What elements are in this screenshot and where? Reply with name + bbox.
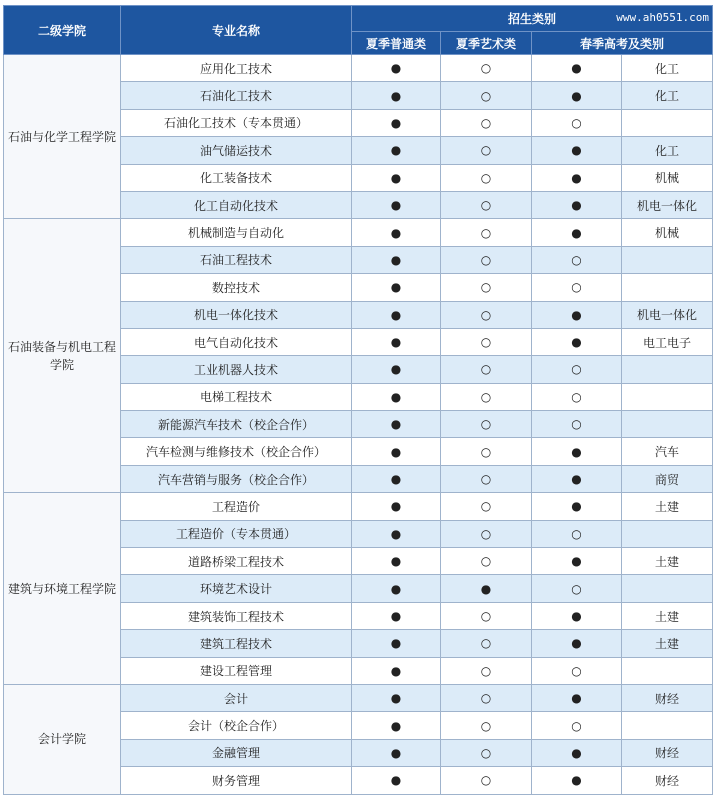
spring-category: 财经 bbox=[622, 739, 713, 766]
filled-dot-icon: ● bbox=[352, 630, 441, 657]
filled-dot-icon: ● bbox=[352, 219, 441, 246]
filled-dot-icon: ● bbox=[532, 548, 622, 575]
spring-category bbox=[622, 712, 713, 739]
spring-category: 财经 bbox=[622, 767, 713, 794]
header-major: 专业名称 bbox=[121, 6, 352, 55]
filled-dot-icon: ● bbox=[352, 191, 441, 218]
empty-circle-icon: ○ bbox=[441, 274, 532, 301]
college-name: 石油与化学工程学院 bbox=[4, 55, 121, 219]
empty-circle-icon: ○ bbox=[441, 82, 532, 109]
major-name: 化工装备技术 bbox=[121, 164, 352, 191]
major-name: 道路桥梁工程技术 bbox=[121, 548, 352, 575]
filled-dot-icon: ● bbox=[532, 164, 622, 191]
major-name: 石油工程技术 bbox=[121, 246, 352, 273]
header-spring: 春季高考及类别 bbox=[532, 32, 713, 55]
filled-dot-icon: ● bbox=[532, 438, 622, 465]
empty-circle-icon: ○ bbox=[441, 164, 532, 191]
spring-category bbox=[622, 383, 713, 410]
filled-dot-icon: ● bbox=[352, 246, 441, 273]
spring-category bbox=[622, 109, 713, 136]
spring-category: 机械 bbox=[622, 164, 713, 191]
spring-category: 机电一体化 bbox=[622, 301, 713, 328]
filled-dot-icon: ● bbox=[532, 82, 622, 109]
major-name: 数控技术 bbox=[121, 274, 352, 301]
filled-dot-icon: ● bbox=[352, 739, 441, 766]
header-summer-art: 夏季艺术类 bbox=[441, 32, 532, 55]
major-name: 工业机器人技术 bbox=[121, 356, 352, 383]
header-college: 二级学院 bbox=[4, 6, 121, 55]
table-row bbox=[4, 493, 713, 520]
filled-dot-icon: ● bbox=[532, 328, 622, 355]
spring-category bbox=[622, 246, 713, 273]
empty-circle-icon: ○ bbox=[532, 109, 622, 136]
filled-dot-icon: ● bbox=[352, 109, 441, 136]
empty-circle-icon: ○ bbox=[441, 356, 532, 383]
major-name: 新能源汽车技术（校企合作） bbox=[121, 411, 352, 438]
empty-circle-icon: ○ bbox=[441, 246, 532, 273]
spring-category: 土建 bbox=[622, 493, 713, 520]
spring-category: 商贸 bbox=[622, 465, 713, 492]
filled-dot-icon: ● bbox=[352, 602, 441, 629]
filled-dot-icon: ● bbox=[532, 191, 622, 218]
major-name: 应用化工技术 bbox=[121, 55, 352, 82]
filled-dot-icon: ● bbox=[352, 356, 441, 383]
empty-circle-icon: ○ bbox=[441, 493, 532, 520]
spring-category bbox=[622, 411, 713, 438]
empty-circle-icon: ○ bbox=[441, 328, 532, 355]
table-body bbox=[4, 55, 713, 795]
major-name: 石油化工技术 bbox=[121, 82, 352, 109]
empty-circle-icon: ○ bbox=[441, 630, 532, 657]
filled-dot-icon: ● bbox=[532, 137, 622, 164]
spring-category: 土建 bbox=[622, 548, 713, 575]
filled-dot-icon: ● bbox=[352, 55, 441, 82]
filled-dot-icon: ● bbox=[532, 219, 622, 246]
spring-category: 化工 bbox=[622, 55, 713, 82]
major-name: 建设工程管理 bbox=[121, 657, 352, 684]
filled-dot-icon: ● bbox=[352, 465, 441, 492]
empty-circle-icon: ○ bbox=[532, 657, 622, 684]
major-name: 建筑工程技术 bbox=[121, 630, 352, 657]
filled-dot-icon: ● bbox=[352, 301, 441, 328]
empty-circle-icon: ○ bbox=[441, 219, 532, 246]
filled-dot-icon: ● bbox=[352, 684, 441, 711]
major-name: 会计（校企合作） bbox=[121, 712, 352, 739]
college-name: 石油装备与机电工程学院 bbox=[4, 219, 121, 493]
empty-circle-icon: ○ bbox=[441, 520, 532, 547]
filled-dot-icon: ● bbox=[532, 493, 622, 520]
filled-dot-icon: ● bbox=[352, 137, 441, 164]
table-row bbox=[4, 219, 713, 246]
filled-dot-icon: ● bbox=[352, 657, 441, 684]
filled-dot-icon: ● bbox=[352, 164, 441, 191]
empty-circle-icon: ○ bbox=[441, 55, 532, 82]
filled-dot-icon: ● bbox=[532, 465, 622, 492]
empty-circle-icon: ○ bbox=[532, 383, 622, 410]
empty-circle-icon: ○ bbox=[441, 137, 532, 164]
header-summer-general: 夏季普通类 bbox=[352, 32, 441, 55]
college-name: 建筑与环境工程学院 bbox=[4, 493, 121, 685]
filled-dot-icon: ● bbox=[352, 274, 441, 301]
header-category: 招生类别 bbox=[352, 6, 713, 32]
filled-dot-icon: ● bbox=[532, 739, 622, 766]
filled-dot-icon: ● bbox=[532, 55, 622, 82]
major-name: 电梯工程技术 bbox=[121, 383, 352, 410]
major-name: 金融管理 bbox=[121, 739, 352, 766]
filled-dot-icon: ● bbox=[352, 438, 441, 465]
major-name: 机电一体化技术 bbox=[121, 301, 352, 328]
empty-circle-icon: ○ bbox=[532, 274, 622, 301]
filled-dot-icon: ● bbox=[532, 684, 622, 711]
filled-dot-icon: ● bbox=[352, 493, 441, 520]
enrollment-table bbox=[3, 5, 713, 795]
major-name: 工程造价 bbox=[121, 493, 352, 520]
empty-circle-icon: ○ bbox=[441, 438, 532, 465]
spring-category: 土建 bbox=[622, 602, 713, 629]
spring-category: 电工电子 bbox=[622, 328, 713, 355]
empty-circle-icon: ○ bbox=[441, 684, 532, 711]
table-row bbox=[4, 55, 713, 82]
major-name: 环境艺术设计 bbox=[121, 575, 352, 602]
filled-dot-icon: ● bbox=[352, 548, 441, 575]
major-name: 工程造价（专本贯通） bbox=[121, 520, 352, 547]
spring-category bbox=[622, 657, 713, 684]
spring-category: 汽车 bbox=[622, 438, 713, 465]
empty-circle-icon: ○ bbox=[532, 712, 622, 739]
major-name: 建筑装饰工程技术 bbox=[121, 602, 352, 629]
filled-dot-icon: ● bbox=[352, 82, 441, 109]
filled-dot-icon: ● bbox=[441, 575, 532, 602]
major-name: 汽车营销与服务（校企合作） bbox=[121, 465, 352, 492]
empty-circle-icon: ○ bbox=[532, 411, 622, 438]
spring-category: 化工 bbox=[622, 82, 713, 109]
table-header bbox=[4, 6, 713, 55]
empty-circle-icon: ○ bbox=[441, 109, 532, 136]
spring-category: 土建 bbox=[622, 630, 713, 657]
empty-circle-icon: ○ bbox=[441, 602, 532, 629]
filled-dot-icon: ● bbox=[532, 301, 622, 328]
empty-circle-icon: ○ bbox=[532, 356, 622, 383]
table-row bbox=[4, 684, 713, 711]
filled-dot-icon: ● bbox=[532, 767, 622, 794]
empty-circle-icon: ○ bbox=[441, 657, 532, 684]
spring-category bbox=[622, 520, 713, 547]
filled-dot-icon: ● bbox=[352, 712, 441, 739]
major-name: 化工自动化技术 bbox=[121, 191, 352, 218]
watermark: www.ah0551.com bbox=[616, 11, 709, 24]
filled-dot-icon: ● bbox=[352, 575, 441, 602]
empty-circle-icon: ○ bbox=[441, 301, 532, 328]
college-name: 会计学院 bbox=[4, 684, 121, 794]
major-name: 财务管理 bbox=[121, 767, 352, 794]
filled-dot-icon: ● bbox=[352, 767, 441, 794]
empty-circle-icon: ○ bbox=[441, 767, 532, 794]
major-name: 汽车检测与维修技术（校企合作） bbox=[121, 438, 352, 465]
filled-dot-icon: ● bbox=[532, 630, 622, 657]
major-name: 电气自动化技术 bbox=[121, 328, 352, 355]
empty-circle-icon: ○ bbox=[532, 520, 622, 547]
major-name: 石油化工技术（专本贯通） bbox=[121, 109, 352, 136]
major-name: 会计 bbox=[121, 684, 352, 711]
filled-dot-icon: ● bbox=[352, 383, 441, 410]
filled-dot-icon: ● bbox=[352, 411, 441, 438]
spring-category: 财经 bbox=[622, 684, 713, 711]
empty-circle-icon: ○ bbox=[441, 739, 532, 766]
empty-circle-icon: ○ bbox=[441, 191, 532, 218]
spring-category bbox=[622, 274, 713, 301]
filled-dot-icon: ● bbox=[532, 602, 622, 629]
major-name: 油气储运技术 bbox=[121, 137, 352, 164]
empty-circle-icon: ○ bbox=[441, 383, 532, 410]
spring-category: 化工 bbox=[622, 137, 713, 164]
spring-category: 机械 bbox=[622, 219, 713, 246]
empty-circle-icon: ○ bbox=[441, 411, 532, 438]
filled-dot-icon: ● bbox=[352, 520, 441, 547]
empty-circle-icon: ○ bbox=[532, 246, 622, 273]
spring-category bbox=[622, 356, 713, 383]
empty-circle-icon: ○ bbox=[441, 712, 532, 739]
spring-category bbox=[622, 575, 713, 602]
empty-circle-icon: ○ bbox=[441, 548, 532, 575]
major-name: 机械制造与自动化 bbox=[121, 219, 352, 246]
spring-category: 机电一体化 bbox=[622, 191, 713, 218]
empty-circle-icon: ○ bbox=[532, 575, 622, 602]
filled-dot-icon: ● bbox=[352, 328, 441, 355]
empty-circle-icon: ○ bbox=[441, 465, 532, 492]
